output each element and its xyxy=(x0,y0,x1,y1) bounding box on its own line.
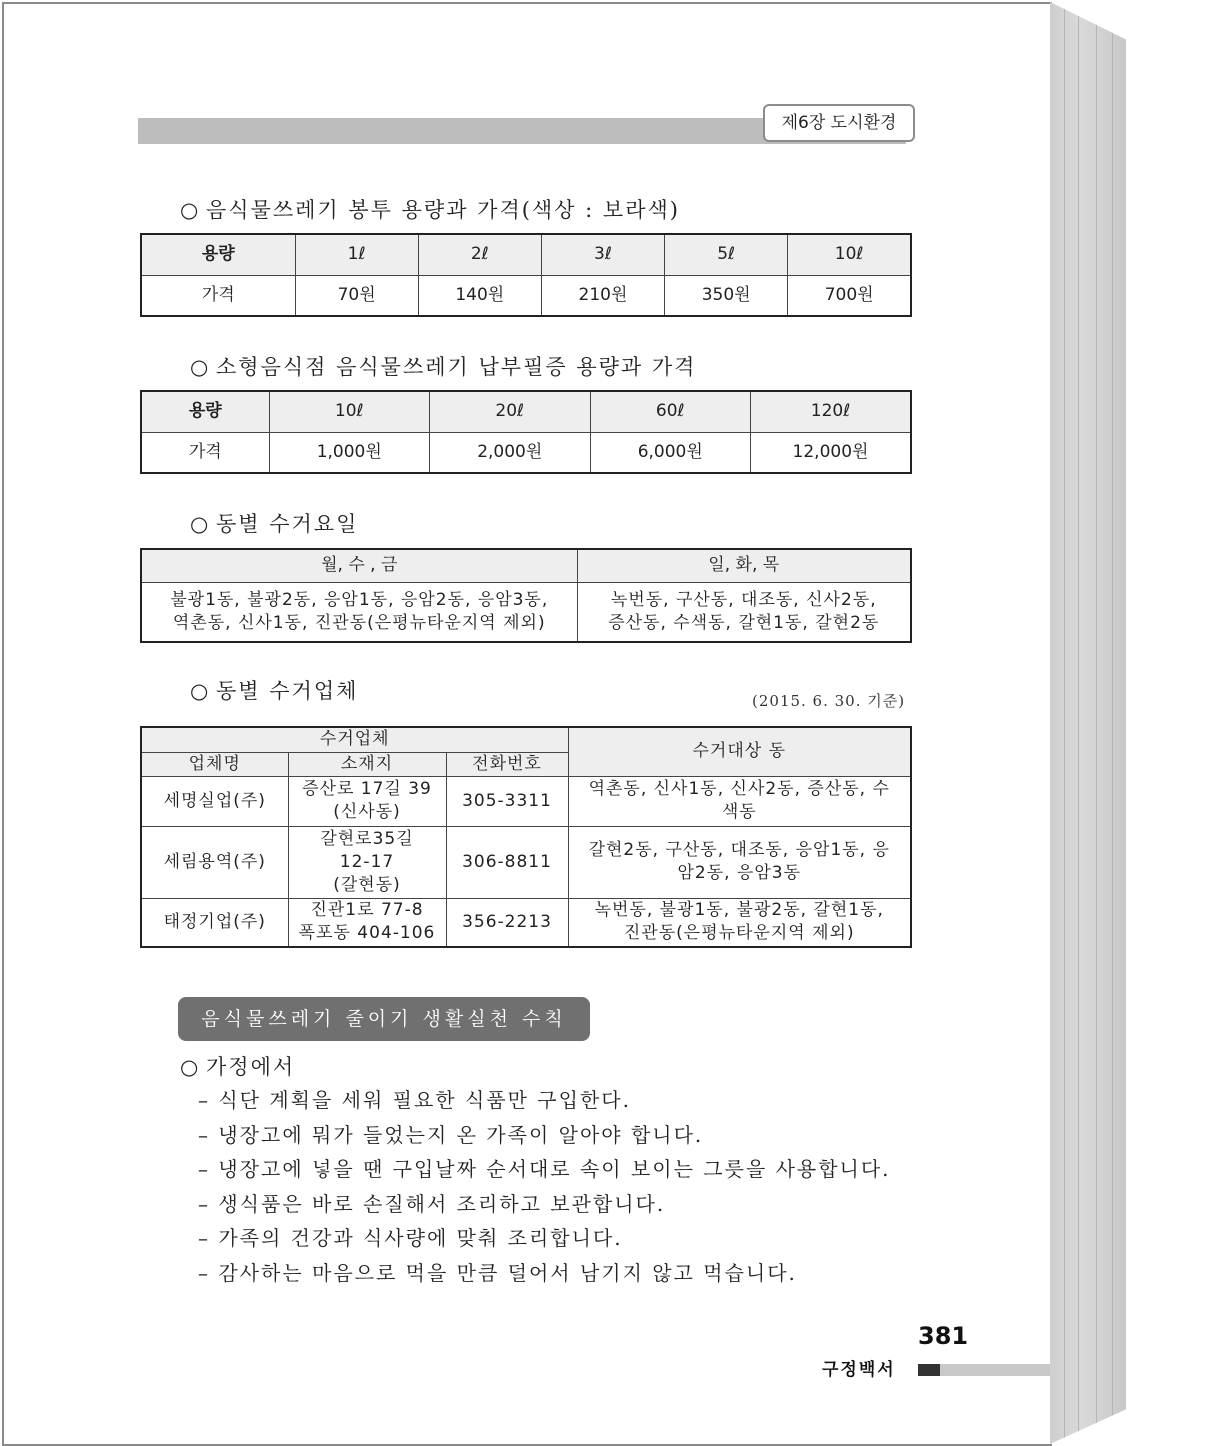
table-header: 월, 수 , 금 xyxy=(141,549,577,582)
book-edge xyxy=(1050,2,1130,1444)
table-cell: 700원 xyxy=(788,275,911,316)
table-cell: 350원 xyxy=(665,275,788,316)
table-cell: 가격 xyxy=(141,432,269,473)
target-districts: 역촌동, 신사1동, 신사2동, 증산동, 수 색동 xyxy=(568,776,911,826)
table-header: 1ℓ xyxy=(295,234,418,275)
table-header: 용량 xyxy=(141,234,295,275)
company-address: 갈현로35길 12-17 (갈현동) xyxy=(288,826,446,898)
list-item: – 식단 계획을 세워 필요한 식품만 구입한다. xyxy=(198,1088,631,1112)
table-header-row xyxy=(141,234,911,275)
table-header: 2ℓ xyxy=(418,234,541,275)
list-item: – 감사하는 마음으로 먹을 만큼 덜어서 남기지 않고 먹습니다. xyxy=(198,1260,797,1285)
table-header: 수거대상 동 xyxy=(568,727,911,776)
target-districts: 녹번동, 불광1동, 불광2동, 갈현1동, 진관동(은평뉴타운지역 제외) xyxy=(568,898,911,947)
table-row xyxy=(141,826,911,898)
table-row xyxy=(141,776,911,826)
company-name: 세명실업(주) xyxy=(141,776,288,826)
book-title: 구정백서 xyxy=(822,1360,896,1380)
bag-price-table xyxy=(140,233,912,317)
table-row xyxy=(141,275,911,316)
company-name: 세림용역(주) xyxy=(141,826,288,898)
table-header: 3ℓ xyxy=(541,234,664,275)
list-item: – 생식품은 바로 손질해서 조리하고 보관합니다. xyxy=(198,1191,666,1216)
bullet-icon: ○ xyxy=(190,355,211,379)
table-header: 소재지 xyxy=(288,752,446,776)
page-number: 381 xyxy=(918,1322,969,1350)
footer-bar xyxy=(918,1364,940,1376)
bag-section-title: ○ 음식물쓰레기 봉투 용량과 가격(색상 : 보라색) xyxy=(180,198,680,222)
table-cell: 6,000원 xyxy=(590,432,751,473)
sticker-price-table xyxy=(140,390,912,474)
table-cell: 210원 xyxy=(541,275,664,316)
table-cell: 12,000원 xyxy=(751,432,912,473)
table-cell: 불광1동, 불광2동, 응암1동, 응암2동, 응암3동, 역촌동, 신사1동, 진관동(은평뉴타운지역 제외) xyxy=(141,582,577,642)
table-cell: 1,000원 xyxy=(269,432,430,473)
table-cell: 70원 xyxy=(295,275,418,316)
table-cell: 가격 xyxy=(141,275,295,316)
footer-bar xyxy=(940,1364,1050,1376)
bullet-icon: ○ xyxy=(180,198,201,222)
table-row xyxy=(141,432,911,473)
company-name: 태정기업(주) xyxy=(141,898,288,947)
table-header: 10ℓ xyxy=(269,391,430,432)
table-header: 120ℓ xyxy=(751,391,912,432)
list-item: – 냉장고에 뭐가 들었는지 온 가족이 알아야 합니다. xyxy=(198,1122,704,1147)
table-header: 전화번호 xyxy=(446,752,568,776)
table-header: 용량 xyxy=(141,391,269,432)
company-phone: 306-8811 xyxy=(446,826,568,898)
table-row xyxy=(141,582,911,642)
collection-days-table xyxy=(140,548,912,643)
bullet-icon: ○ xyxy=(190,512,211,536)
table-header-row xyxy=(141,727,911,752)
list-item: – 냉장고에 넣을 땐 구입날짜 순서대로 속이 보이는 그릇을 사용합니다. xyxy=(198,1157,891,1181)
table-row xyxy=(141,898,911,947)
table-cell: 녹번동, 구산동, 대조동, 신사2동, 증산동, 수색동, 갈현1동, 갈현2동 xyxy=(577,582,911,642)
company-address: 진관1로 77-8 폭포동 404-106 xyxy=(288,898,446,947)
company-address: 증산로 17길 39 (신사동) xyxy=(288,776,446,826)
table-header: 업체명 xyxy=(141,752,288,776)
bullet-icon: ○ xyxy=(180,1055,201,1079)
bullet-icon: ○ xyxy=(190,679,211,703)
table-header: 10ℓ xyxy=(788,234,911,275)
practice-title-box: 음식물쓰레기 줄이기 생활실천 수칙 xyxy=(178,997,590,1041)
small-restaurant-section-title: ○ 소형음식점 음식물쓰레기 납부필증 용량과 가격 xyxy=(190,355,697,379)
practice-list xyxy=(198,1083,891,1290)
practice-subtitle: ○ 가정에서 xyxy=(180,1055,296,1079)
collectors-section-title: ○ 동별 수거업체 xyxy=(190,679,359,703)
table-header: 일, 화, 목 xyxy=(577,549,911,582)
table-header: 수거업체 xyxy=(141,727,568,752)
chapter-tag: 제6장 도시환경 xyxy=(763,104,915,142)
collectors-table xyxy=(140,726,912,948)
table-cell: 2,000원 xyxy=(430,432,591,473)
target-districts: 갈현2동, 구산동, 대조동, 응암1동, 응 암2동, 응암3동 xyxy=(568,826,911,898)
collection-days-section-title: ○ 동별 수거요일 xyxy=(190,512,359,536)
table-header-row xyxy=(141,549,911,582)
table-header: 5ℓ xyxy=(665,234,788,275)
list-item: – 가족의 건강과 식사량에 맞춰 조리합니다. xyxy=(198,1226,623,1250)
company-phone: 356-2213 xyxy=(446,898,568,947)
reference-date: (2015. 6. 30. 기준) xyxy=(752,692,906,710)
company-phone: 305-3311 xyxy=(446,776,568,826)
table-cell: 140원 xyxy=(418,275,541,316)
table-header: 60ℓ xyxy=(590,391,751,432)
table-header: 20ℓ xyxy=(430,391,591,432)
table-header-row xyxy=(141,391,911,432)
